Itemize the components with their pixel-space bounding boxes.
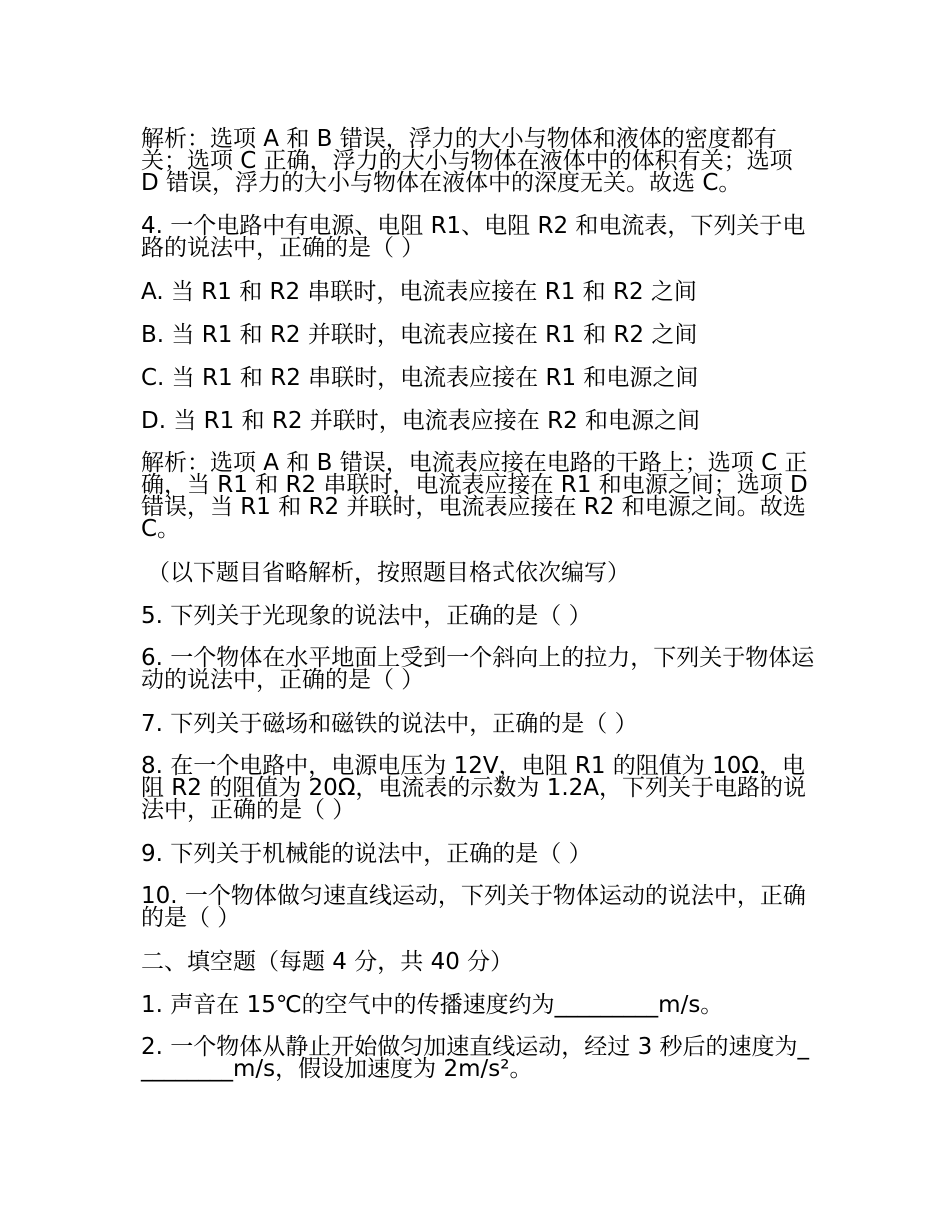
document-page — [141, 128, 816, 1101]
fill-blank-2: 2. 一个物体从静止开始做匀加速直线运动，经过 3 秒后的速度为_________m/s，假设加速度为 2m/s²。 — [141, 1034, 810, 1082]
question-7: 7. 下列关于磁场和磁铁的说法中，正确的是（ ） — [141, 711, 638, 737]
q4-analysis: 解析：选项 A 和 B 错误，电流表应接在电路的干路上；选项 C 正确，当 R1 和 R2 串联时，电流表应接在 R1 和电源之间；选项 D 错误，当 R1 和 R2 并联时，电流表应接在 R2 和电源之间。故选 C。 — [141, 450, 816, 542]
q4-option-d: D. 当 R1 和 R2 并联时，电流表应接在 R2 和电源之间 — [141, 408, 701, 434]
question-9: 9. 下列关于机械能的说法中，正确的是（ ） — [141, 841, 592, 867]
q4-option-a: A. 当 R1 和 R2 串联时，电流表应接在 R1 和 R2 之间 — [141, 279, 697, 305]
q4-option-b: B. 当 R1 和 R2 并联时，电流表应接在 R1 和 R2 之间 — [141, 322, 698, 348]
section-2-heading: 二、填空题（每题 4 分，共 40 分） — [141, 949, 514, 975]
question-8: 8. 在一个电路中，电源电压为 12V，电阻 R1 的阻值为 10Ω，电阻 R2 的阻值为 20Ω，电流表的示数为 1.2A，下列关于电路的说法中，正确的是（ ） — [141, 753, 807, 823]
question-10: 10. 一个物体做匀速直线运动，下列关于物体运动的说法中，正确的是（ ） — [141, 883, 806, 931]
q3-analysis: 解析：选项 A 和 B 错误，浮力的大小与物体和液体的密度都有关；选项 C 正确，浮力的大小与物体在液体中的体积有关；选项 D 错误，浮力的大小与物体在液体中的深度无关。故选 C。 — [141, 126, 800, 196]
q4-option-c: C. 当 R1 和 R2 串联时，电流表应接在 R1 和电源之间 — [141, 365, 699, 391]
question-5: 5. 下列关于光现象的说法中，正确的是（ ） — [141, 603, 592, 629]
question-6: 6. 一个物体在水平地面上受到一个斜向上的拉力，下列关于物体运动的说法中，正确的是（ ） — [141, 645, 815, 693]
q4-stem: 4. 一个电路中有电源、电阻 R1、电阻 R2 和电流表，下列关于电路的说法中，正确的是（ ） — [141, 213, 806, 261]
omitted-analysis-note: （以下题目省略解析，按照题目格式依次编写） — [147, 560, 630, 586]
fill-blank-1: 1. 声音在 15℃的空气中的传播速度约为_________m/s。 — [141, 992, 724, 1018]
